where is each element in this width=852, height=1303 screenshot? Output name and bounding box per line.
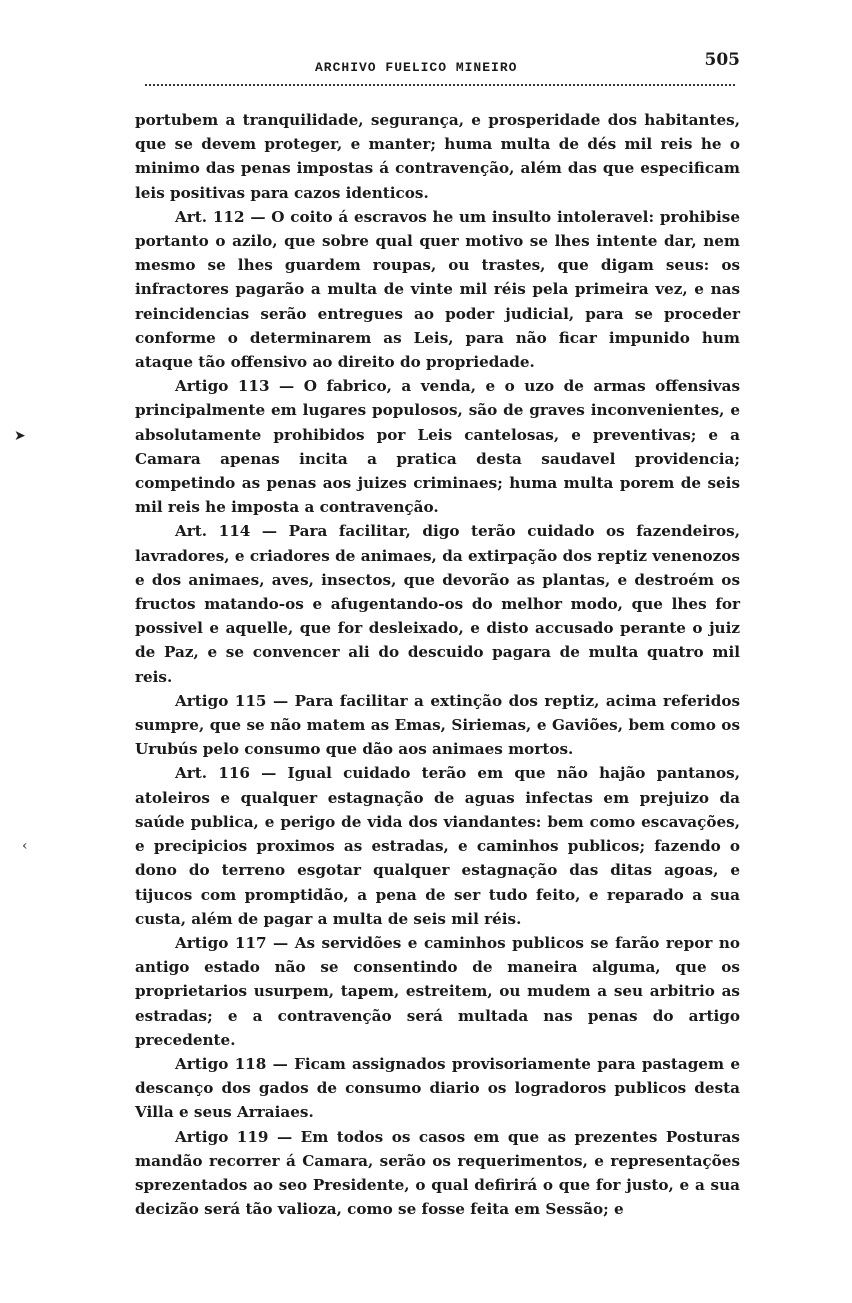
page-header xyxy=(135,50,740,86)
paragraph-art-112: Art. 112 — O coito á escravos he um insulto intoleravel: prohibise portanto o azilo, que sobre qual quer motivo se lhes intente dar, nem mesmo se lhes guardem roupas, ou trastes, que digam seus: os infractores pagarão a multa de vinte mil réis pela primeira vez, e nas reincidencias serão entregues ao poder judicial, para se proceder conforme o determinarem as Leis, para não ficar impunido hum ataque tão offensivo ao direito do propriedade. xyxy=(135,207,740,372)
paragraph-art-118: Artigo 118 — Ficam assignados provisoriamente para pastagem e descanço dos gados de consumo diario os logradoros publicos desta Villa e seus Arraiaes. xyxy=(135,1054,740,1122)
paragraph-art-116: Art. 116 — Igual cuidado terão em que não hajão pantanos, atoleiros e qualquer estagnação de aguas infectas em prejuizo da saúde publica, e perigo de vida dos viandantes: bem como escavações, e precipicios proximos as estradas, e caminhos publicos; fazendo o dono do terreno esgotar qualquer estagnação das ditas agoas, e tijucos com promptidão, a pena de ser tudo feito, e reparado a sua custa, além de pagar a multa de seis mil réis. xyxy=(135,764,740,928)
paragraph-art-117: Artigo 117 — As servidões e caminhos publicos se farão repor no antigo estado não se consentindo de maneira alguma, que os proprietarios usurpem, tapem, estreitem, ou mudem a seu arbitrio as estradas; e a contravenção será multada nas penas do artigo precedente. xyxy=(135,933,740,1049)
paragraph-art-119: Artigo 119 — Em todos os casos em que as prezentes Posturas mandão recorrer á Camara, serão os requerimentos, e representações sprezentados ao seo Presidente, o qual defirirá o que for justo, e a sua decizão será tão valioza, como se fosse feita em Sessão; e xyxy=(135,1127,740,1219)
paragraph-art-115: Artigo 115 — Para facilitar a extinção dos reptiz, acima referidos sumpre, que se não matem as Emas, Siriemas, e Gaviões, bem como os Urubús pelo consumo que dão aos animaes mortos. xyxy=(135,691,740,759)
margin-arrow-mark: ‹ xyxy=(22,838,28,854)
page-number: 505 xyxy=(704,50,740,70)
paragraph-art-113: Artigo 113 — O fabrico, a venda, e o uzo de armas offensivas principalmente em lugares populosos, são de graves inconvenientes, e absolutamente prohibidos por Leis cantelosas, e preventivas; e a Camara apenas incita a pratica desta saudavel providencia; competindo as penas aos juizes criminaes; huma multa porem de seis mil reis he imposta a contravenção. xyxy=(135,377,740,517)
running-title: ARCHIVO FUELICO MINEIRO xyxy=(315,60,518,75)
paragraph-continuation: portubem a tranquilidade, segurança, e prosperidade dos habitantes, que se devem proteger, e manter; huma multa de dés mil reis he o minimo das penas impostas á contravenção, além das que especificam leis positivas para cazos identicos. xyxy=(135,111,740,202)
body-text xyxy=(135,108,740,1221)
header-rule xyxy=(145,84,735,86)
paragraph-art-114: Art. 114 — Para facilitar, digo terão cuidado os fazendeiros, lavradores, e criadores de animaes, da extirpação dos reptiz venenozos e dos animaes, aves, insectos, que devorão as plantas, e destroém os fructos matando-os e afugentando-os do melhor modo, que lhes for possivel e aquelle, que for desleixado, e disto accusado perante o juiz de Paz, e se convencer ali do descuido pagara de multa quatro mil reis. xyxy=(135,522,740,686)
margin-arrow-mark: ➤ xyxy=(14,428,26,444)
